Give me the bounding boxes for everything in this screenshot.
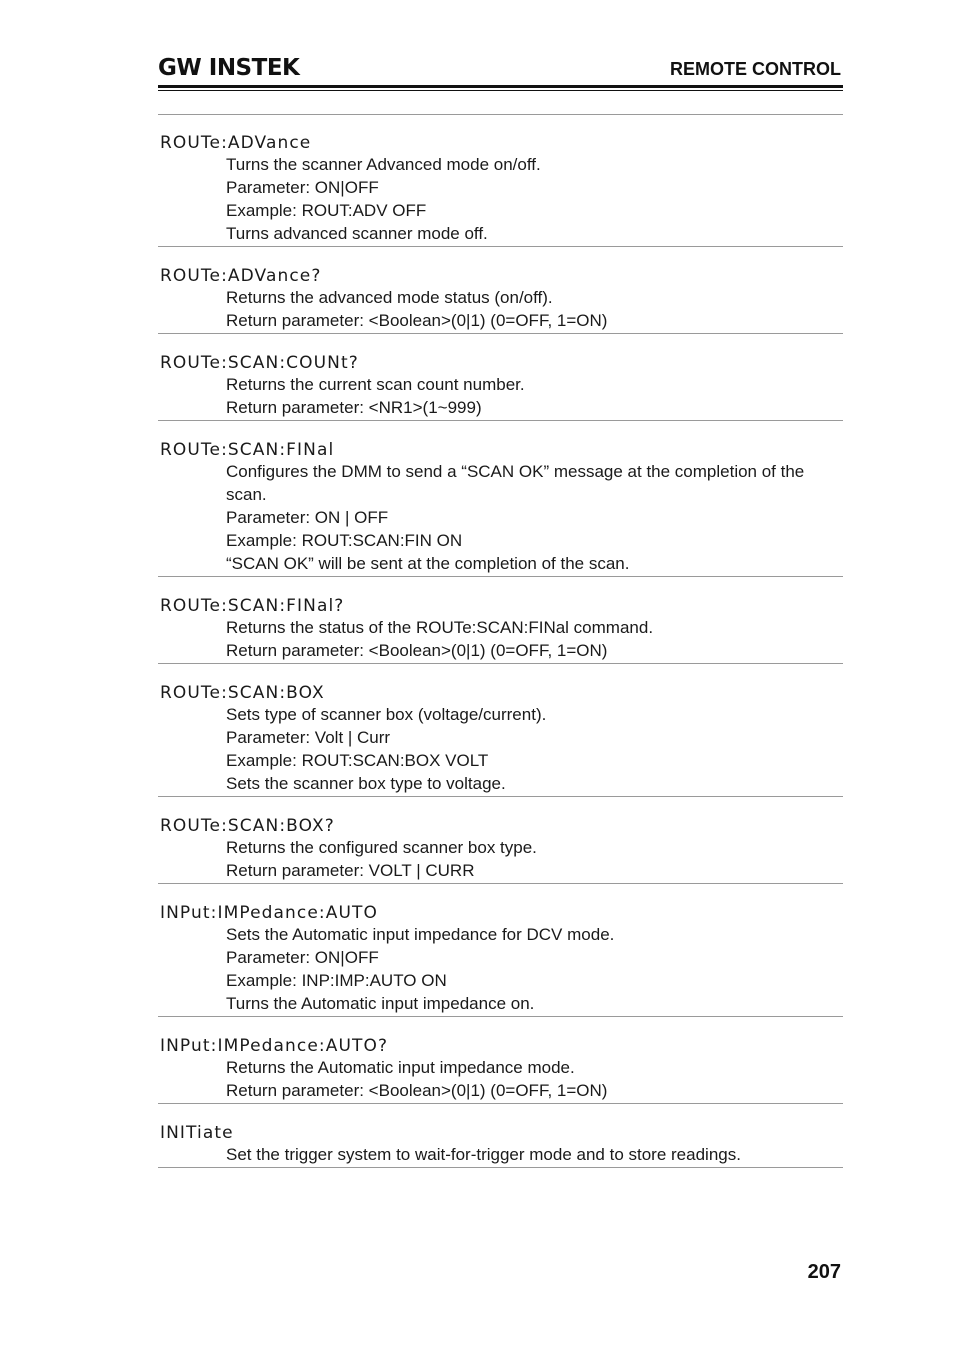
command-description [158,703,843,796]
command-description [158,460,843,576]
header-rule [158,85,843,88]
description-line: Returns the current scan count number. [226,375,525,394]
command-name: ROUTe:SCAN:BOX [160,683,325,703]
description-line: Turns advanced scanner mode off. [226,224,488,243]
description-line: Return parameter: <Boolean>(0|1) (0=OFF, 1=ON) [226,1081,608,1100]
brand-logo: GW INSTEK [158,55,300,81]
description-line: Sets the scanner box type to voltage. [226,774,506,793]
command-name: INPut:IMPedance:AUTO? [160,1036,389,1056]
command-name: ROUTe:SCAN:FINal [160,440,335,460]
command-entry [158,797,843,884]
description-line: Returns the Automatic input impedance mode. [226,1058,575,1077]
command-description [158,616,843,663]
command-name: ROUTe:ADVance [160,133,312,153]
description-line: Example: ROUT:SCAN:FIN ON [226,531,463,550]
command-description [158,923,843,1016]
command-entry [158,421,843,577]
section-title: REMOTE CONTROL [670,59,841,79]
command-name: ROUTe:SCAN:BOX? [160,816,335,836]
description-line: Return parameter: <NR1>(1~999) [226,398,482,417]
description-line: Parameter: ON|OFF [226,178,379,197]
description-line: Sets type of scanner box (voltage/current). [226,705,547,724]
description-line: Example: ROUT:SCAN:BOX VOLT [226,751,489,770]
description-line: Return parameter: <Boolean>(0|1) (0=OFF, 1=ON) [226,641,608,660]
command-description [158,373,843,420]
command-name: ROUTe:SCAN:FINal? [160,596,345,616]
description-line: Parameter: Volt | Curr [226,728,391,747]
command-entry [158,115,843,247]
header-rule-thin [158,90,843,91]
command-description [158,836,843,883]
command-description [158,1143,843,1167]
command-name: ROUTe:SCAN:COUNt? [160,353,359,373]
command-name: INPut:IMPedance:AUTO [160,903,378,923]
command-entry [158,577,843,664]
description-line: Set the trigger system to wait-for-trigger mode and to store readings. [226,1145,741,1164]
description-line: Returns the configured scanner box type. [226,838,537,857]
command-entry [158,247,843,334]
command-entry [158,884,843,1017]
description-line: Returns the advanced mode status (on/off). [226,288,553,307]
command-description [158,286,843,333]
description-line: “SCAN OK” will be sent at the completion of the scan. [226,554,630,573]
command-name: INITiate [160,1123,234,1143]
command-description [158,1056,843,1103]
page-number: 207 [807,1261,841,1283]
command-list [158,114,843,1168]
command-entry [158,1017,843,1104]
command-description [158,153,843,246]
command-name: ROUTe:ADVance? [160,266,322,286]
description-line: Turns the scanner Advanced mode on/off. [226,155,541,174]
description-line: Example: INP:IMP:AUTO ON [226,971,447,990]
description-line: Returns the status of the ROUTe:SCAN:FINal command. [226,618,654,637]
description-line: Turns the Automatic input impedance on. [226,994,535,1013]
description-line: Return parameter: VOLT | CURR [226,861,475,880]
description-line: Configures the DMM to send a “SCAN OK” message at the completion of the scan. [226,462,805,504]
description-line: Sets the Automatic input impedance for DCV mode. [226,925,615,944]
description-line: Parameter: ON | OFF [226,508,389,527]
description-line: Example: ROUT:ADV OFF [226,201,427,220]
command-entry [158,664,843,797]
command-entry [158,334,843,421]
description-line: Parameter: ON|OFF [226,948,379,967]
description-line: Return parameter: <Boolean>(0|1) (0=OFF, 1=ON) [226,311,608,330]
command-entry [158,1104,843,1168]
